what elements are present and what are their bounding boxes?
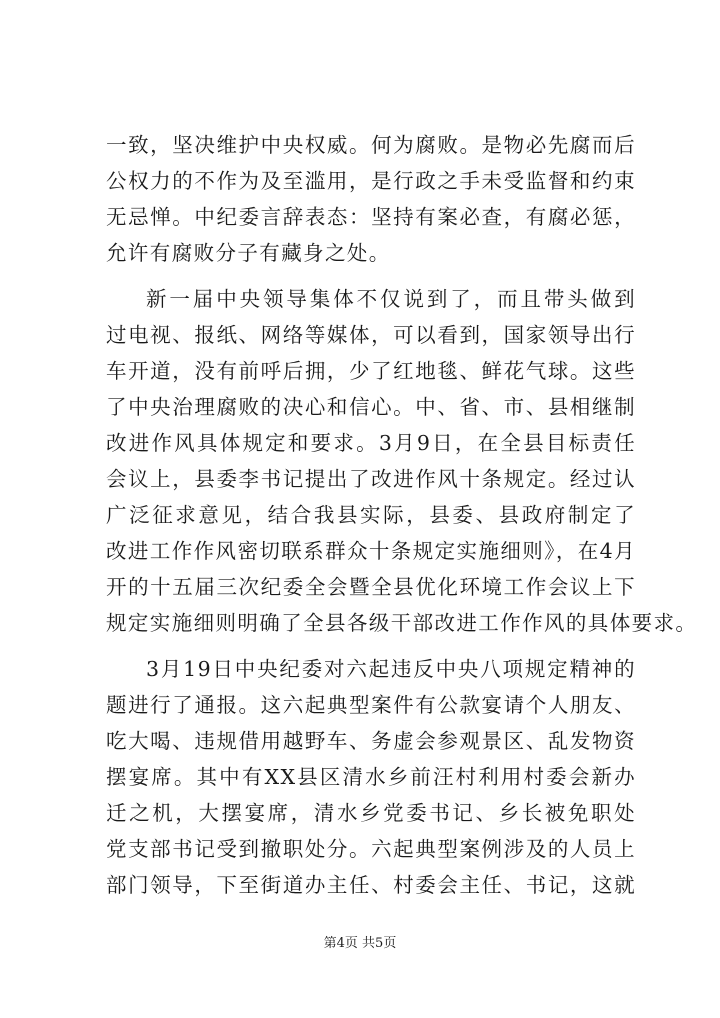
text-line: 改进工作作风密切联系群众十条规定实施细则》，在4月 (106, 539, 636, 563)
text-line: 过电视、报纸、网络等媒体，可以看到，国家领导出行 (106, 323, 636, 347)
text-line: 题进行了通报。这六起典型案件有公款宴请个人朋友、 (106, 693, 636, 717)
text-line: 部门领导，下至街道办主任、村委会主任、书记，这就 (106, 873, 636, 897)
text-line: 党支部书记受到撤职处分。六起典型案例涉及的人员上 (106, 837, 636, 861)
text-line: 开的十五届三次纪委全会暨全县优化环境工作会议上下 (106, 575, 636, 599)
text-line: 车开道，没有前呼后拥，少了红地毯、鲜花气球。这些 (106, 359, 636, 383)
paragraph-start-line: 3月19日中央纪委对六起违反中央八项规定精神的 (146, 657, 636, 681)
text-line: 迁之机，大摆宴席，清水乡党委书记、乡长被免职处 (106, 801, 636, 825)
text-line: 摆宴席。其中有XX县区清水乡前汪村利用村委会新办 (106, 765, 636, 789)
text-line: 无忌惮。中纪委言辞表态：坚持有案必查，有腐必惩， (106, 205, 636, 229)
text-line: 广泛征求意见，结合我县实际，县委、县政府制定了 (106, 503, 636, 527)
text-line: 吃大喝、违规借用越野车、务虚会参观景区、乱发物资 (106, 729, 636, 753)
text-line: 了中央治理腐败的决心和信心。中、省、市、县相继制 (106, 395, 636, 419)
page-number-footer: 第4页 共5页 (323, 936, 397, 951)
text-line: 公权力的不作为及至滥用，是行政之手未受监督和约束 (106, 169, 636, 193)
paragraph-start-line: 新一届中央领导集体不仅说到了，而且带头做到 (146, 287, 636, 311)
text-line: 会议上，县委李书记提出了改进作风十条规定。经过认 (106, 467, 636, 491)
text-line: 允许有腐败分子有藏身之处。 (106, 241, 391, 265)
text-line: 改进作风具体规定和要求。3月9日，在全县目标责任 (106, 431, 636, 455)
text-line: 一致，坚决维护中央权威。何为腐败。是物必先腐而后 (106, 133, 636, 157)
text-line: 规定实施细则明确了全县各级干部改进工作作风的具体要求。 (106, 611, 698, 635)
